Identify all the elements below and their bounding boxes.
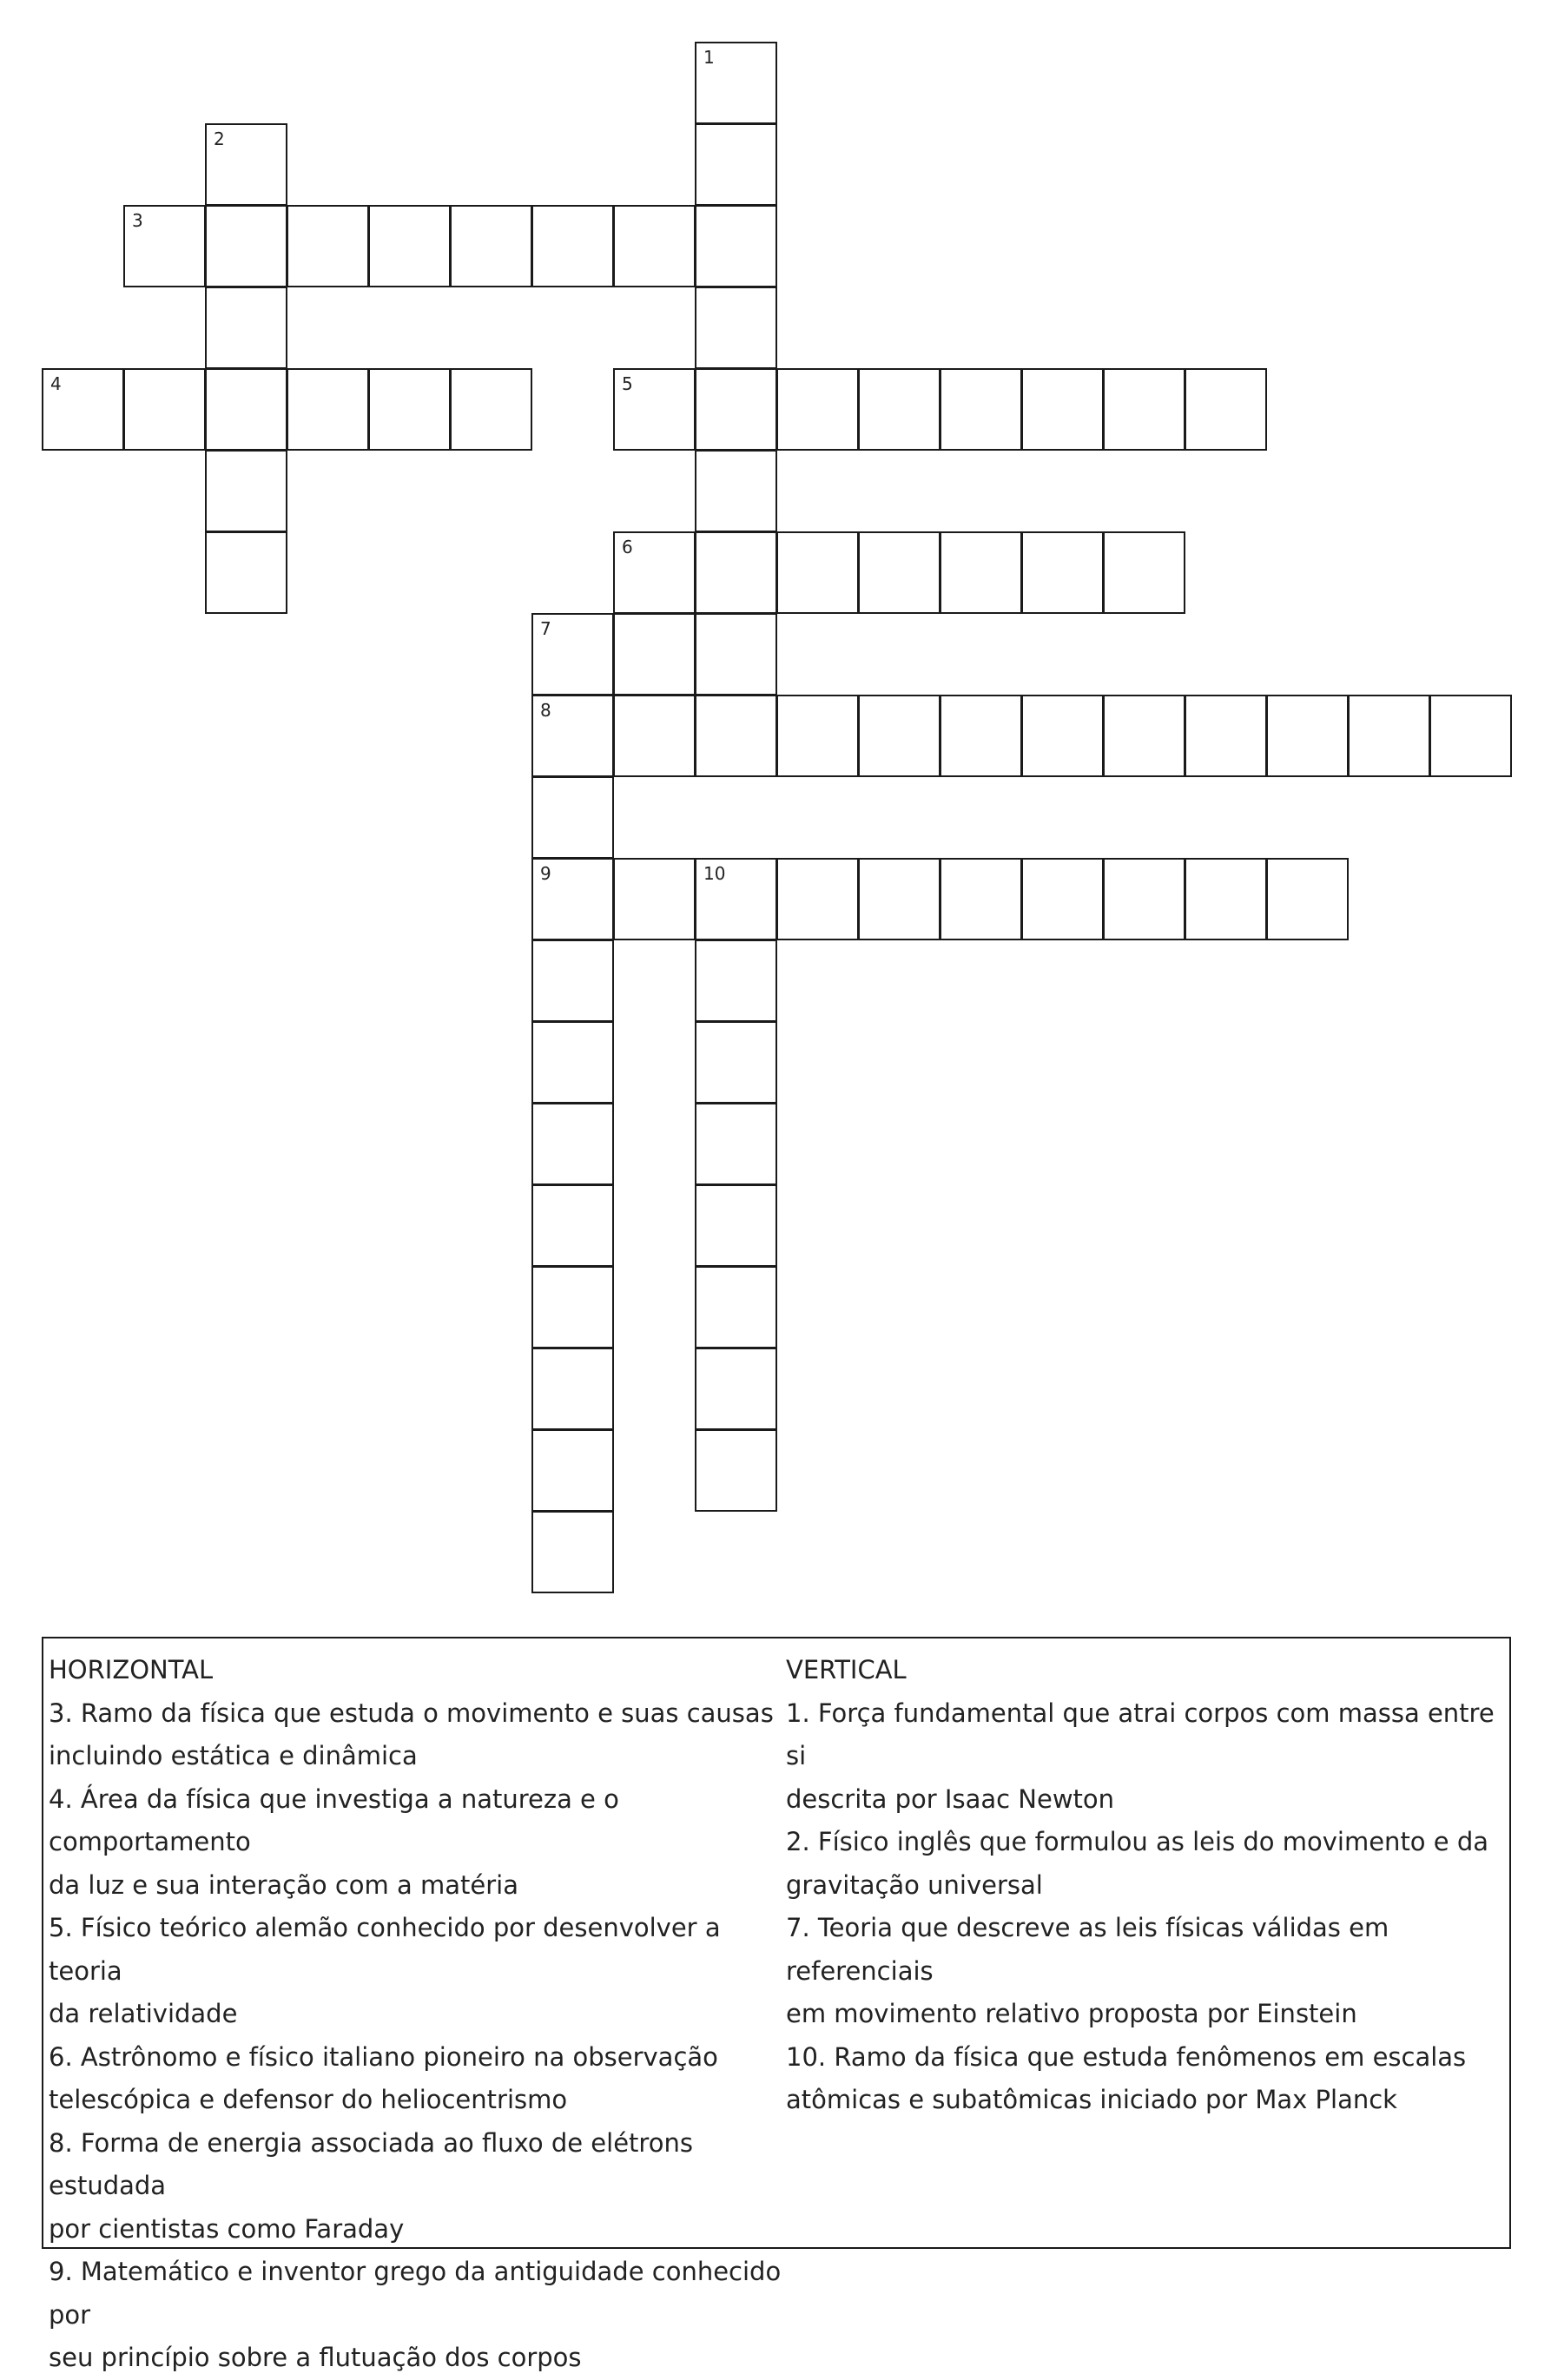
grid-cell[interactable] (613, 613, 696, 696)
clue-line: seu princípio sobre a flutuação dos corpos (49, 2343, 582, 2372)
grid-cell[interactable] (123, 368, 206, 451)
grid-cell[interactable] (531, 613, 614, 696)
grid-cell[interactable] (450, 205, 532, 287)
grid-cell[interactable] (531, 205, 614, 287)
grid-cell[interactable] (1185, 858, 1267, 940)
clue-line: 7. Teoria que descreve as leis físicas válidas em referenciais (786, 1913, 1389, 1986)
clue-line: atômicas e subatômicas iniciado por Max Planck (786, 2085, 1397, 2114)
clue-line: 10. Ramo da física que estuda fenômenos em escalas (786, 2041, 1467, 2072)
grid-cell[interactable] (531, 695, 614, 777)
grid-cell[interactable] (531, 1184, 614, 1267)
grid-cell[interactable] (531, 1429, 614, 1512)
grid-cell[interactable] (695, 1348, 777, 1430)
grid-cell[interactable] (613, 531, 696, 614)
grid-cell[interactable] (1021, 368, 1104, 451)
clues-horizontal (49, 1649, 787, 2380)
grid-cell[interactable] (695, 450, 777, 532)
grid-cell[interactable] (368, 368, 451, 451)
grid-cell[interactable] (695, 531, 777, 614)
clue-number: 1 (703, 47, 715, 68)
clues-vertical-heading: VERTICAL (786, 1655, 907, 1684)
grid-cell[interactable] (858, 368, 940, 451)
clue-line: 6. Astrônomo e físico italiano pioneiro na observação (49, 2041, 718, 2072)
clue-line: em movimento relativo proposta por Einstein (786, 1999, 1357, 2028)
grid-cell[interactable] (287, 205, 369, 287)
grid-cell[interactable] (940, 695, 1022, 777)
clue-line: da relatividade (49, 1999, 238, 2028)
grid-cell[interactable] (531, 1266, 614, 1348)
grid-cell[interactable] (205, 450, 287, 532)
grid-cell[interactable] (776, 531, 859, 614)
clues-vertical (786, 1649, 1507, 2122)
clue-number: 2 (214, 129, 225, 149)
grid-cell[interactable] (940, 368, 1022, 451)
grid-cell[interactable] (1266, 858, 1349, 940)
grid-cell[interactable] (695, 613, 777, 696)
grid-cell[interactable] (776, 695, 859, 777)
grid-cell[interactable] (450, 368, 532, 451)
grid-cell[interactable] (695, 1103, 777, 1185)
clue-line: incluindo estática e dinâmica (49, 1741, 418, 1770)
grid-cell[interactable] (613, 205, 696, 287)
clue-line: telescópica e defensor do heliocentrismo (49, 2085, 568, 2114)
grid-cell[interactable] (613, 858, 696, 940)
grid-cell[interactable] (531, 1021, 614, 1104)
clue-number: 10 (703, 863, 726, 884)
grid-cell[interactable] (776, 368, 859, 451)
grid-cell[interactable] (531, 939, 614, 1022)
grid-cell[interactable] (1021, 858, 1104, 940)
grid-cell[interactable] (695, 1266, 777, 1348)
clue-line: 2. Físico inglês que formulou as leis do movimento e da (786, 1827, 1489, 1856)
grid-cell[interactable] (531, 858, 614, 940)
grid-cell[interactable] (1021, 695, 1104, 777)
grid-cell[interactable] (531, 1348, 614, 1430)
grid-cell[interactable] (42, 368, 124, 451)
grid-cell[interactable] (1021, 531, 1104, 614)
grid-cell[interactable] (1185, 695, 1267, 777)
grid-cell[interactable] (1185, 368, 1267, 451)
grid-cell[interactable] (1103, 858, 1185, 940)
grid-cell[interactable] (205, 287, 287, 369)
grid-cell[interactable] (695, 287, 777, 369)
clue-number: 3 (132, 210, 143, 231)
grid-cell[interactable] (940, 531, 1022, 614)
grid-cell[interactable] (695, 368, 777, 451)
grid-cell[interactable] (695, 42, 777, 124)
grid-cell[interactable] (858, 858, 940, 940)
grid-cell[interactable] (1266, 695, 1349, 777)
grid-cell[interactable] (613, 695, 696, 777)
clue-line: 9. Matemático e inventor grego da antiguidade conhecido por (49, 2257, 782, 2330)
clue-number: 6 (622, 537, 633, 557)
clue-line: por cientistas como Faraday (49, 2213, 405, 2244)
grid-cell[interactable] (287, 368, 369, 451)
grid-cell[interactable] (531, 776, 614, 859)
grid-cell[interactable] (205, 368, 287, 451)
grid-cell[interactable] (1103, 531, 1185, 614)
grid-cell[interactable] (940, 858, 1022, 940)
clue-line: 3. Ramo da física que estuda o movimento e suas causas (49, 1698, 774, 1728)
grid-cell[interactable] (695, 695, 777, 777)
grid-cell[interactable] (531, 1511, 614, 1593)
grid-cell[interactable] (776, 858, 859, 940)
grid-cell[interactable] (531, 1103, 614, 1185)
grid-cell[interactable] (1103, 368, 1185, 451)
clue-line: 5. Físico teórico alemão conhecido por desenvolver a teoria (49, 1913, 721, 1986)
grid-cell[interactable] (695, 1021, 777, 1104)
grid-cell[interactable] (1348, 695, 1430, 777)
grid-cell[interactable] (695, 123, 777, 206)
grid-cell[interactable] (695, 205, 777, 287)
clue-line: 1. Força fundamental que atrai corpos com massa entre si (786, 1698, 1495, 1770)
grid-cell[interactable] (695, 1184, 777, 1267)
clue-line: 4. Área da física que investiga a natureza e o comportamento (49, 1783, 619, 1856)
clues-horizontal-heading: HORIZONTAL (49, 1655, 214, 1684)
grid-cell[interactable] (858, 695, 940, 777)
grid-cell[interactable] (613, 368, 696, 451)
grid-cell[interactable] (695, 939, 777, 1022)
clue-number: 9 (540, 863, 551, 884)
clue-line: gravitação universal (786, 1869, 1043, 1900)
grid-cell[interactable] (695, 1429, 777, 1512)
clue-line: 8. Forma de energia associada ao fluxo de elétrons estudada (49, 2127, 693, 2200)
clue-line: descrita por Isaac Newton (786, 1783, 1115, 1814)
clue-number: 5 (622, 373, 633, 394)
grid-cell[interactable] (205, 123, 287, 206)
clue-number: 8 (540, 700, 551, 721)
grid-cell[interactable] (1429, 695, 1512, 777)
grid-cell[interactable] (368, 205, 451, 287)
grid-cell[interactable] (205, 205, 287, 287)
grid-cell[interactable] (123, 205, 206, 287)
clues-box (42, 1637, 1511, 2372)
grid-cell[interactable] (205, 531, 287, 614)
clue-number: 4 (50, 373, 62, 394)
grid-cell[interactable] (1103, 695, 1185, 777)
grid-cell[interactable] (858, 531, 940, 614)
grid-cell[interactable] (695, 858, 777, 940)
clue-line: da luz e sua interação com a matéria (49, 1869, 518, 1900)
clue-number: 7 (540, 618, 551, 639)
